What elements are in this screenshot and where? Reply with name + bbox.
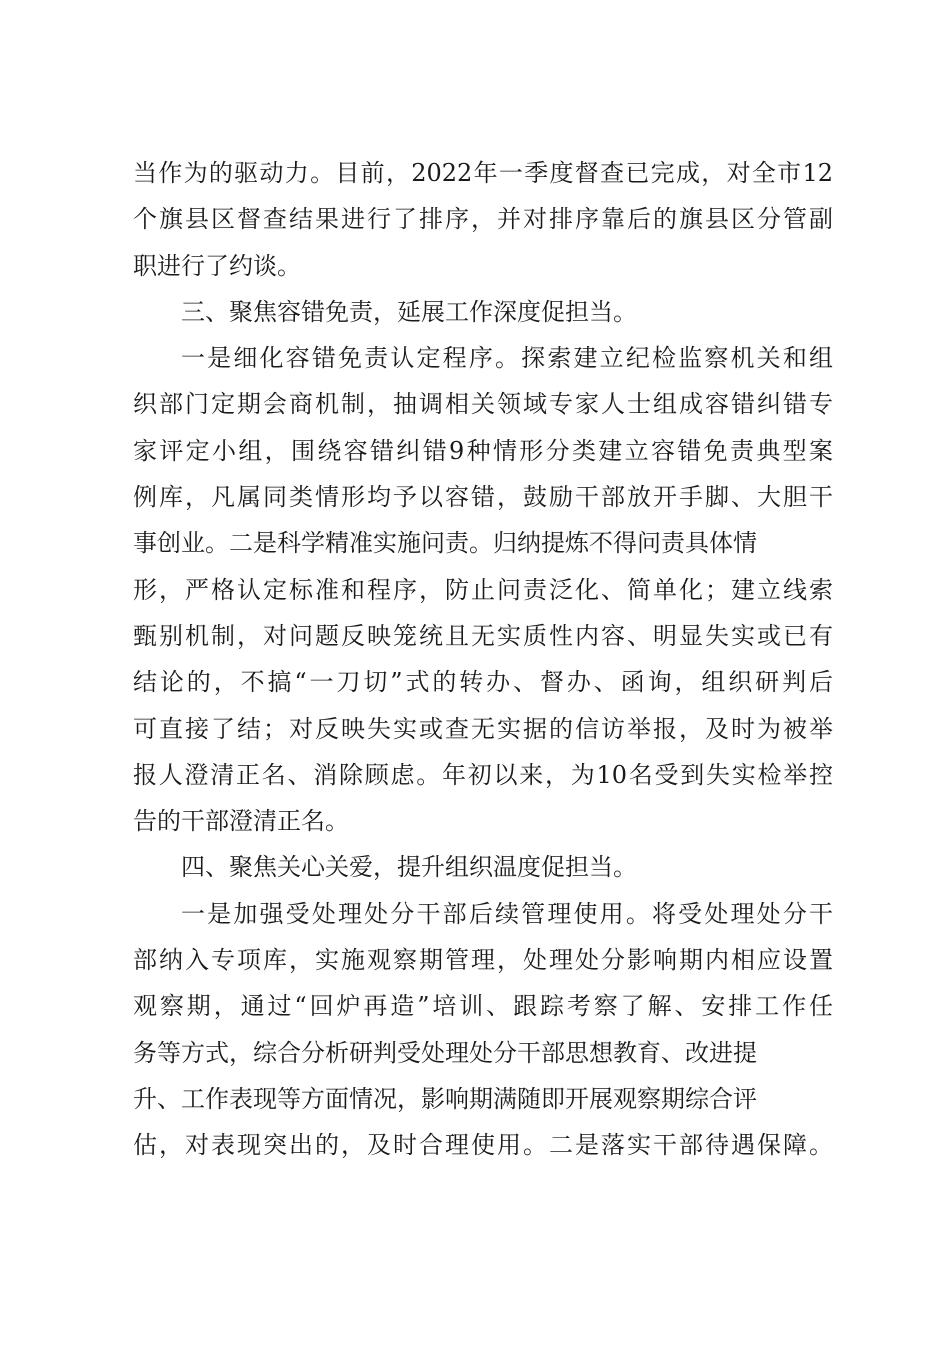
text-line: 观察期，通过“回炉再造”培训、跟踪考察了解、安排工作任 xyxy=(133,992,833,1021)
text-line: 例库，凡属同类情形均予以容错，鼓励干部放开手脚、大胆干 xyxy=(133,483,833,512)
text-line: 职进行了约谈。 xyxy=(133,251,301,280)
section-heading: 三、聚焦容错免责，延展工作深度促担当。 xyxy=(181,297,637,326)
text-line: 务等方式，综合分析研判受处理处分干部思想教育、改进提 xyxy=(133,1038,757,1067)
text-line: 部纳入专项库，实施观察期管理，处理处分影响期内相应设置 xyxy=(133,946,833,975)
text-line: 个旗县区督查结果进行了排序，并对排序靠后的旗县区分管副 xyxy=(133,205,833,234)
text-line: 升、工作表现等方面情况，影响期满随即开展观察期综合评 xyxy=(133,1084,757,1113)
section-heading: 四、聚焦关心关爱，提升组织温度促担当。 xyxy=(181,853,637,882)
document-body xyxy=(133,150,833,1169)
text-line: 织部门定期会商机制，抽调相关领域专家人士组成容错纠错专 xyxy=(133,390,833,419)
text-line: 家评定小组，围绕容错纠错9种情形分类建立容错免责典型案 xyxy=(133,436,833,465)
text-line: 可直接了结；对反映失实或查无实据的信访举报，及时为被举 xyxy=(133,714,833,743)
text-line: 告的干部澄清正名。 xyxy=(133,807,349,836)
text-line: 事创业。二是科学精准实施问责。归纳提炼不得问责具体情 xyxy=(133,529,757,558)
text-line: 甄别机制，对问题反映笼统且无实质性内容、明显失实或已有 xyxy=(133,621,833,650)
text-line: 报人澄清正名、消除顾虑。年初以来，为10名受到失实检举控 xyxy=(133,760,833,789)
text-line: 当作为的驱动力。目前，2022年一季度督查已完成，对全市12 xyxy=(133,159,833,187)
text-line: 结论的，不搞“一刀切”式的转办、督办、函询，组织研判后 xyxy=(133,668,833,697)
text-line: 形，严格认定标准和程序，防止问责泛化、简单化；建立线索 xyxy=(133,575,833,604)
text-line: 估，对表现突出的，及时合理使用。二是落实干部待遇保障。 xyxy=(133,1131,833,1160)
text-line: 一是加强受处理处分干部后续管理使用。将受处理处分干 xyxy=(181,899,833,928)
text-line: 一是细化容错免责认定程序。探索建立纪检监察机关和组 xyxy=(181,344,833,373)
